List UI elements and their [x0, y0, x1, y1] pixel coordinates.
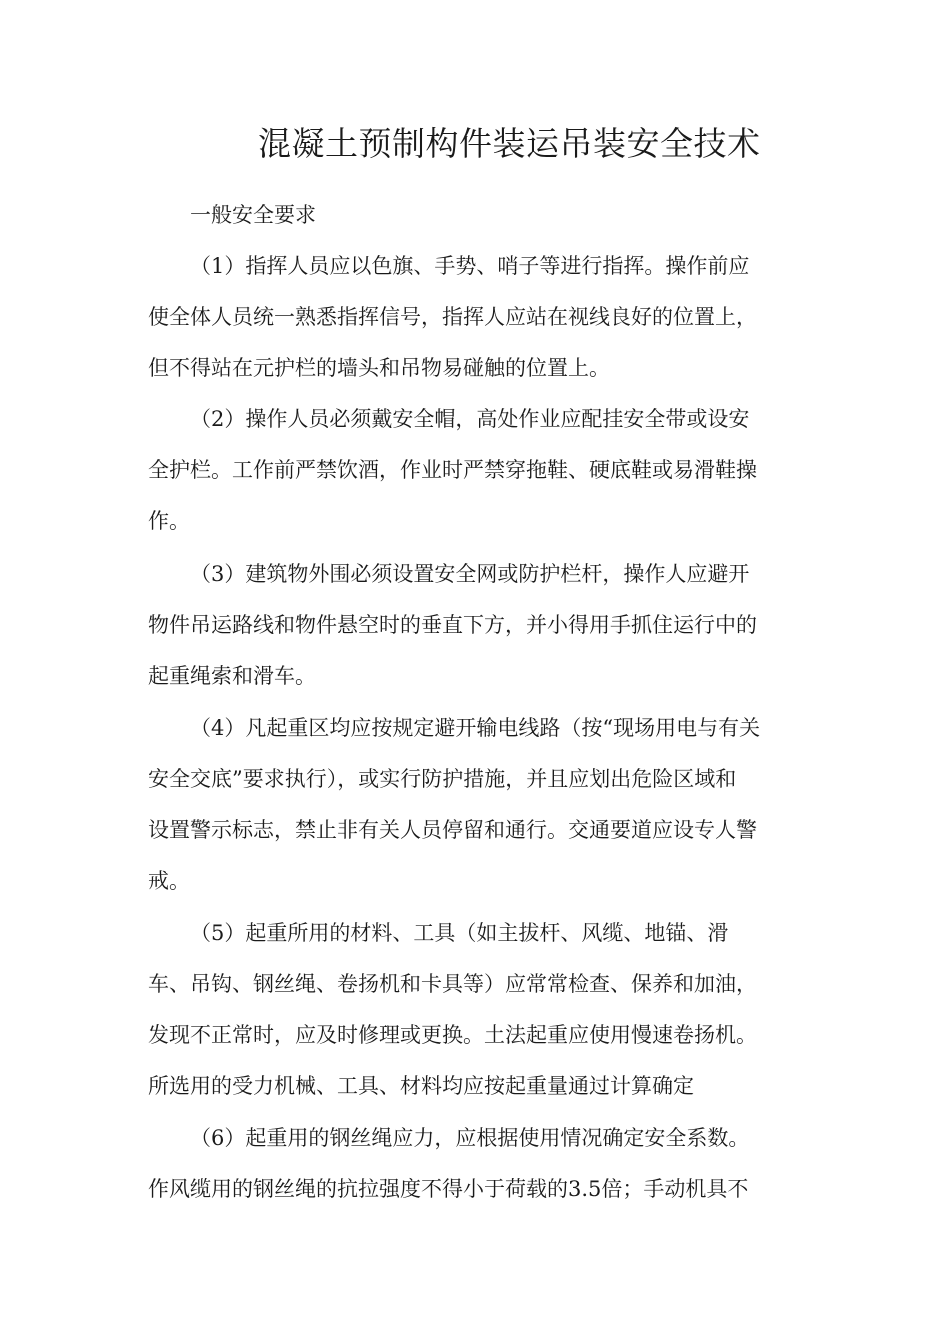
- paragraph-line: 安全交底”要求执行），或实行防护措施，并且应划出危险区域和: [148, 767, 737, 791]
- paragraph-line: （3）建筑物外围必须设置安全网或防护栏杆，操作人应避开: [190, 562, 750, 586]
- paragraph-line: （5）起重所用的材料、工具（如主拔杆、风缆、地锚、滑: [190, 921, 729, 945]
- paragraph-line: （1）指挥人员应以色旗、手势、哨子等进行指挥。操作前应: [190, 254, 750, 278]
- section-heading: 一般安全要求: [190, 203, 316, 227]
- paragraph-line: 作风缆用的钢丝绳的抗拉强度不得小于荷载的3.5倍；手动机具不: [148, 1177, 749, 1201]
- paragraph-line: 发现不正常时，应及时修理或更换。土法起重应使用慢速卷扬机。: [148, 1023, 757, 1047]
- paragraph-line: 起重绳索和滑车。: [148, 664, 316, 688]
- paragraph-line: 设置警示标志，禁止非有关人员停留和通行。交通要道应设专人警: [148, 818, 757, 842]
- document-title: 混凝土预制构件装运吊装安全技术: [258, 124, 761, 163]
- paragraph-line: 物件吊运路线和物件悬空时的垂直下方，并小得用手抓住运行中的: [148, 613, 757, 637]
- paragraph-line: 作。: [148, 509, 190, 533]
- paragraph-line: 全护栏。工作前严禁饮酒，作业时严禁穿拖鞋、硬底鞋或易滑鞋操: [148, 458, 757, 482]
- paragraph-line: 但不得站在元护栏的墙头和吊物易碰触的位置上。: [148, 356, 610, 380]
- paragraph-line: 戒。: [148, 869, 190, 893]
- paragraph-line: （6）起重用的钢丝绳应力，应根据使用情况确定安全系数。: [190, 1126, 750, 1150]
- paragraph-line: （4）凡起重区均应按规定避开输电线路（按“现场用电与有关: [190, 716, 761, 740]
- paragraph-line: 车、吊钩、钢丝绳、卷扬机和卡具等）应常常检查、保养和加油，: [148, 972, 757, 996]
- paragraph-line: 所选用的受力机械、工具、材料均应按起重量通过计算确定: [148, 1074, 694, 1098]
- paragraph-line: （2）操作人员必须戴安全帽，高处作业应配挂安全带或设安: [190, 407, 750, 431]
- paragraph-line: 使全体人员统一熟悉指挥信号，指挥人应站在视线良好的位置上，: [148, 305, 757, 329]
